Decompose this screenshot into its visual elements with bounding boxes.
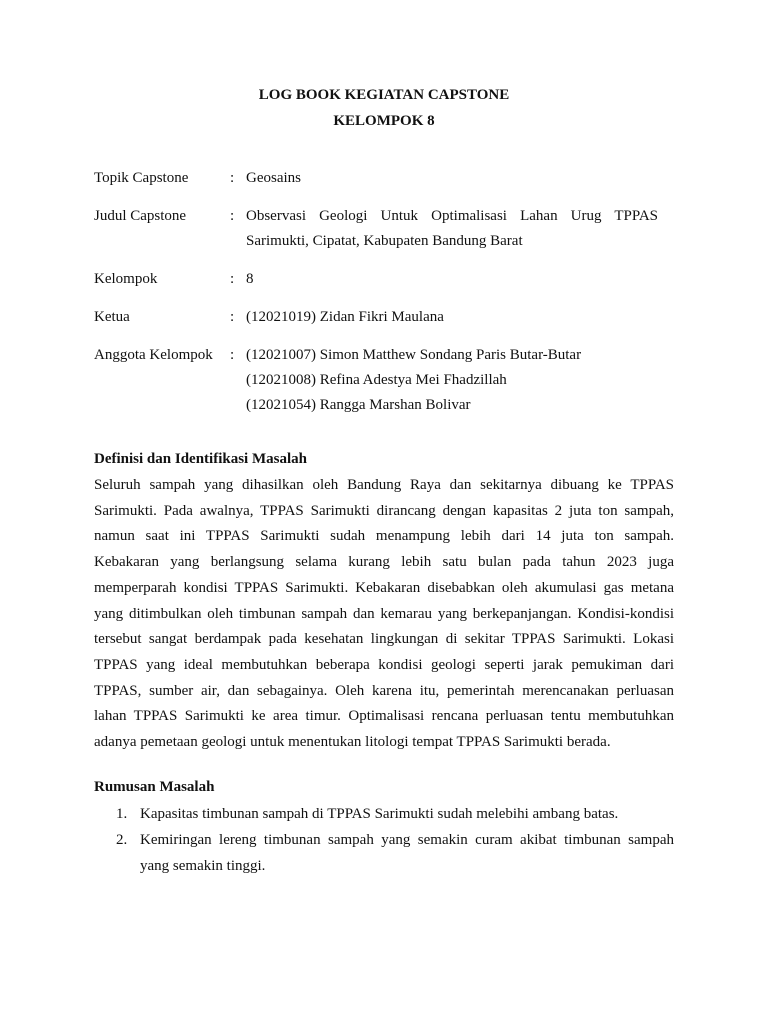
document-title: LOG BOOK KEGIATAN CAPSTONE: [258, 87, 510, 103]
paragraph-line: TPPAS yang ideal membutuhkan beberapa kondisi geologi seperti jarak pemukiman dari: [94, 656, 674, 673]
paragraph-line: TPPAS, sumber air, dan sebagainya. Oleh karena itu, pemerintah merencanakan perluasan: [94, 682, 674, 699]
anggota-values: [246, 343, 658, 418]
judul-label: Judul Capstone: [94, 208, 187, 224]
anggota-label: Anggota Kelompok: [94, 347, 213, 363]
list-item: [94, 827, 674, 879]
paragraph-line: Kebakaran yang berlangsung selama kurang lebih satu bulan pada tahun 2023 juga: [94, 554, 674, 571]
paragraph-line: Seluruh sampah yang dihasilkan oleh Bandung Raya dan sekitarnya dibuang ke TPPAS: [94, 477, 674, 493]
list-item-line: yang semakin tinggi.: [140, 858, 266, 874]
definisi-paragraph: [94, 473, 674, 756]
paragraph-line: memperparah kondisi TPPAS Sarimukti. Kebakaran disebabkan oleh akumulasi gas metana: [94, 579, 674, 596]
kelompok-colon: :: [230, 271, 235, 287]
paragraph-line: namun saat ini TPPAS Sarimukti sudah menampung lebih dari 14 juta ton sampah.: [94, 528, 674, 545]
ketua-label: Ketua: [94, 309, 130, 325]
list-item-number: 1.: [116, 806, 128, 822]
paragraph-line: adanya pemetaan geologi untuk menentukan litologi tempat TPPAS Sarimukti berada.: [94, 734, 611, 751]
definisi-heading: Definisi dan Identifikasi Masalah: [94, 451, 307, 467]
kelompok-value: 8: [246, 271, 254, 287]
topik-label: Topik Capstone: [94, 170, 189, 186]
ketua-colon: :: [230, 309, 235, 325]
anggota-colon: :: [230, 347, 235, 363]
anggota-member: (12021054) Rangga Marshan Bolivar: [246, 397, 471, 413]
list-item-number: 2.: [116, 832, 128, 848]
judul-colon: :: [230, 208, 235, 224]
list-item: [94, 801, 674, 827]
judul-value-line: Sarimukti, Cipatat, Kabupaten Bandung Barat: [246, 233, 523, 249]
anggota-member: (12021008) Refina Adestya Mei Fhadzillah: [246, 372, 507, 388]
rumusan-heading: Rumusan Masalah: [94, 779, 215, 795]
topik-value: Geosains: [246, 170, 301, 186]
document-subtitle: KELOMPOK 8: [333, 113, 435, 129]
ketua-value: (12021019) Zidan Fikri Maulana: [246, 309, 444, 325]
list-item-line: Kemiringan lereng timbunan sampah yang semakin curam akibat timbunan sampah: [140, 832, 674, 848]
list-item-text: [140, 827, 674, 879]
judul-value: [246, 204, 658, 254]
paragraph-line: Sarimukti. Pada awalnya, TPPAS Sarimukti dirancang dengan kapasitas 2 juta ton sampah,: [94, 502, 674, 519]
list-item-line: Kapasitas timbunan sampah di TPPAS Sarimukti sudah melebihi ambang batas.: [140, 806, 619, 822]
judul-value-line: Observasi Geologi Untuk Optimalisasi Lahan Urug TPPAS: [246, 208, 658, 224]
topik-colon: :: [230, 170, 235, 186]
paragraph-line: yang ditimbulkan oleh timbunan sampah dan kemarau yang berkepanjangan. Kondisi-kondisi: [94, 605, 674, 622]
paragraph-line: lahan TPPAS Sarimukti ke area timur. Optimalisasi rencana perluasan tentu membutuhkan: [94, 708, 674, 725]
paragraph-line: tersebut sangat berdampak pada kesehatan lingkungan di sekitar TPPAS Sarimukti. Lokasi: [94, 631, 674, 648]
list-item-text: [140, 801, 674, 827]
kelompok-label: Kelompok: [94, 271, 158, 287]
anggota-member: (12021007) Simon Matthew Sondang Paris Butar-Butar: [246, 347, 582, 363]
rumusan-list: [94, 801, 674, 879]
